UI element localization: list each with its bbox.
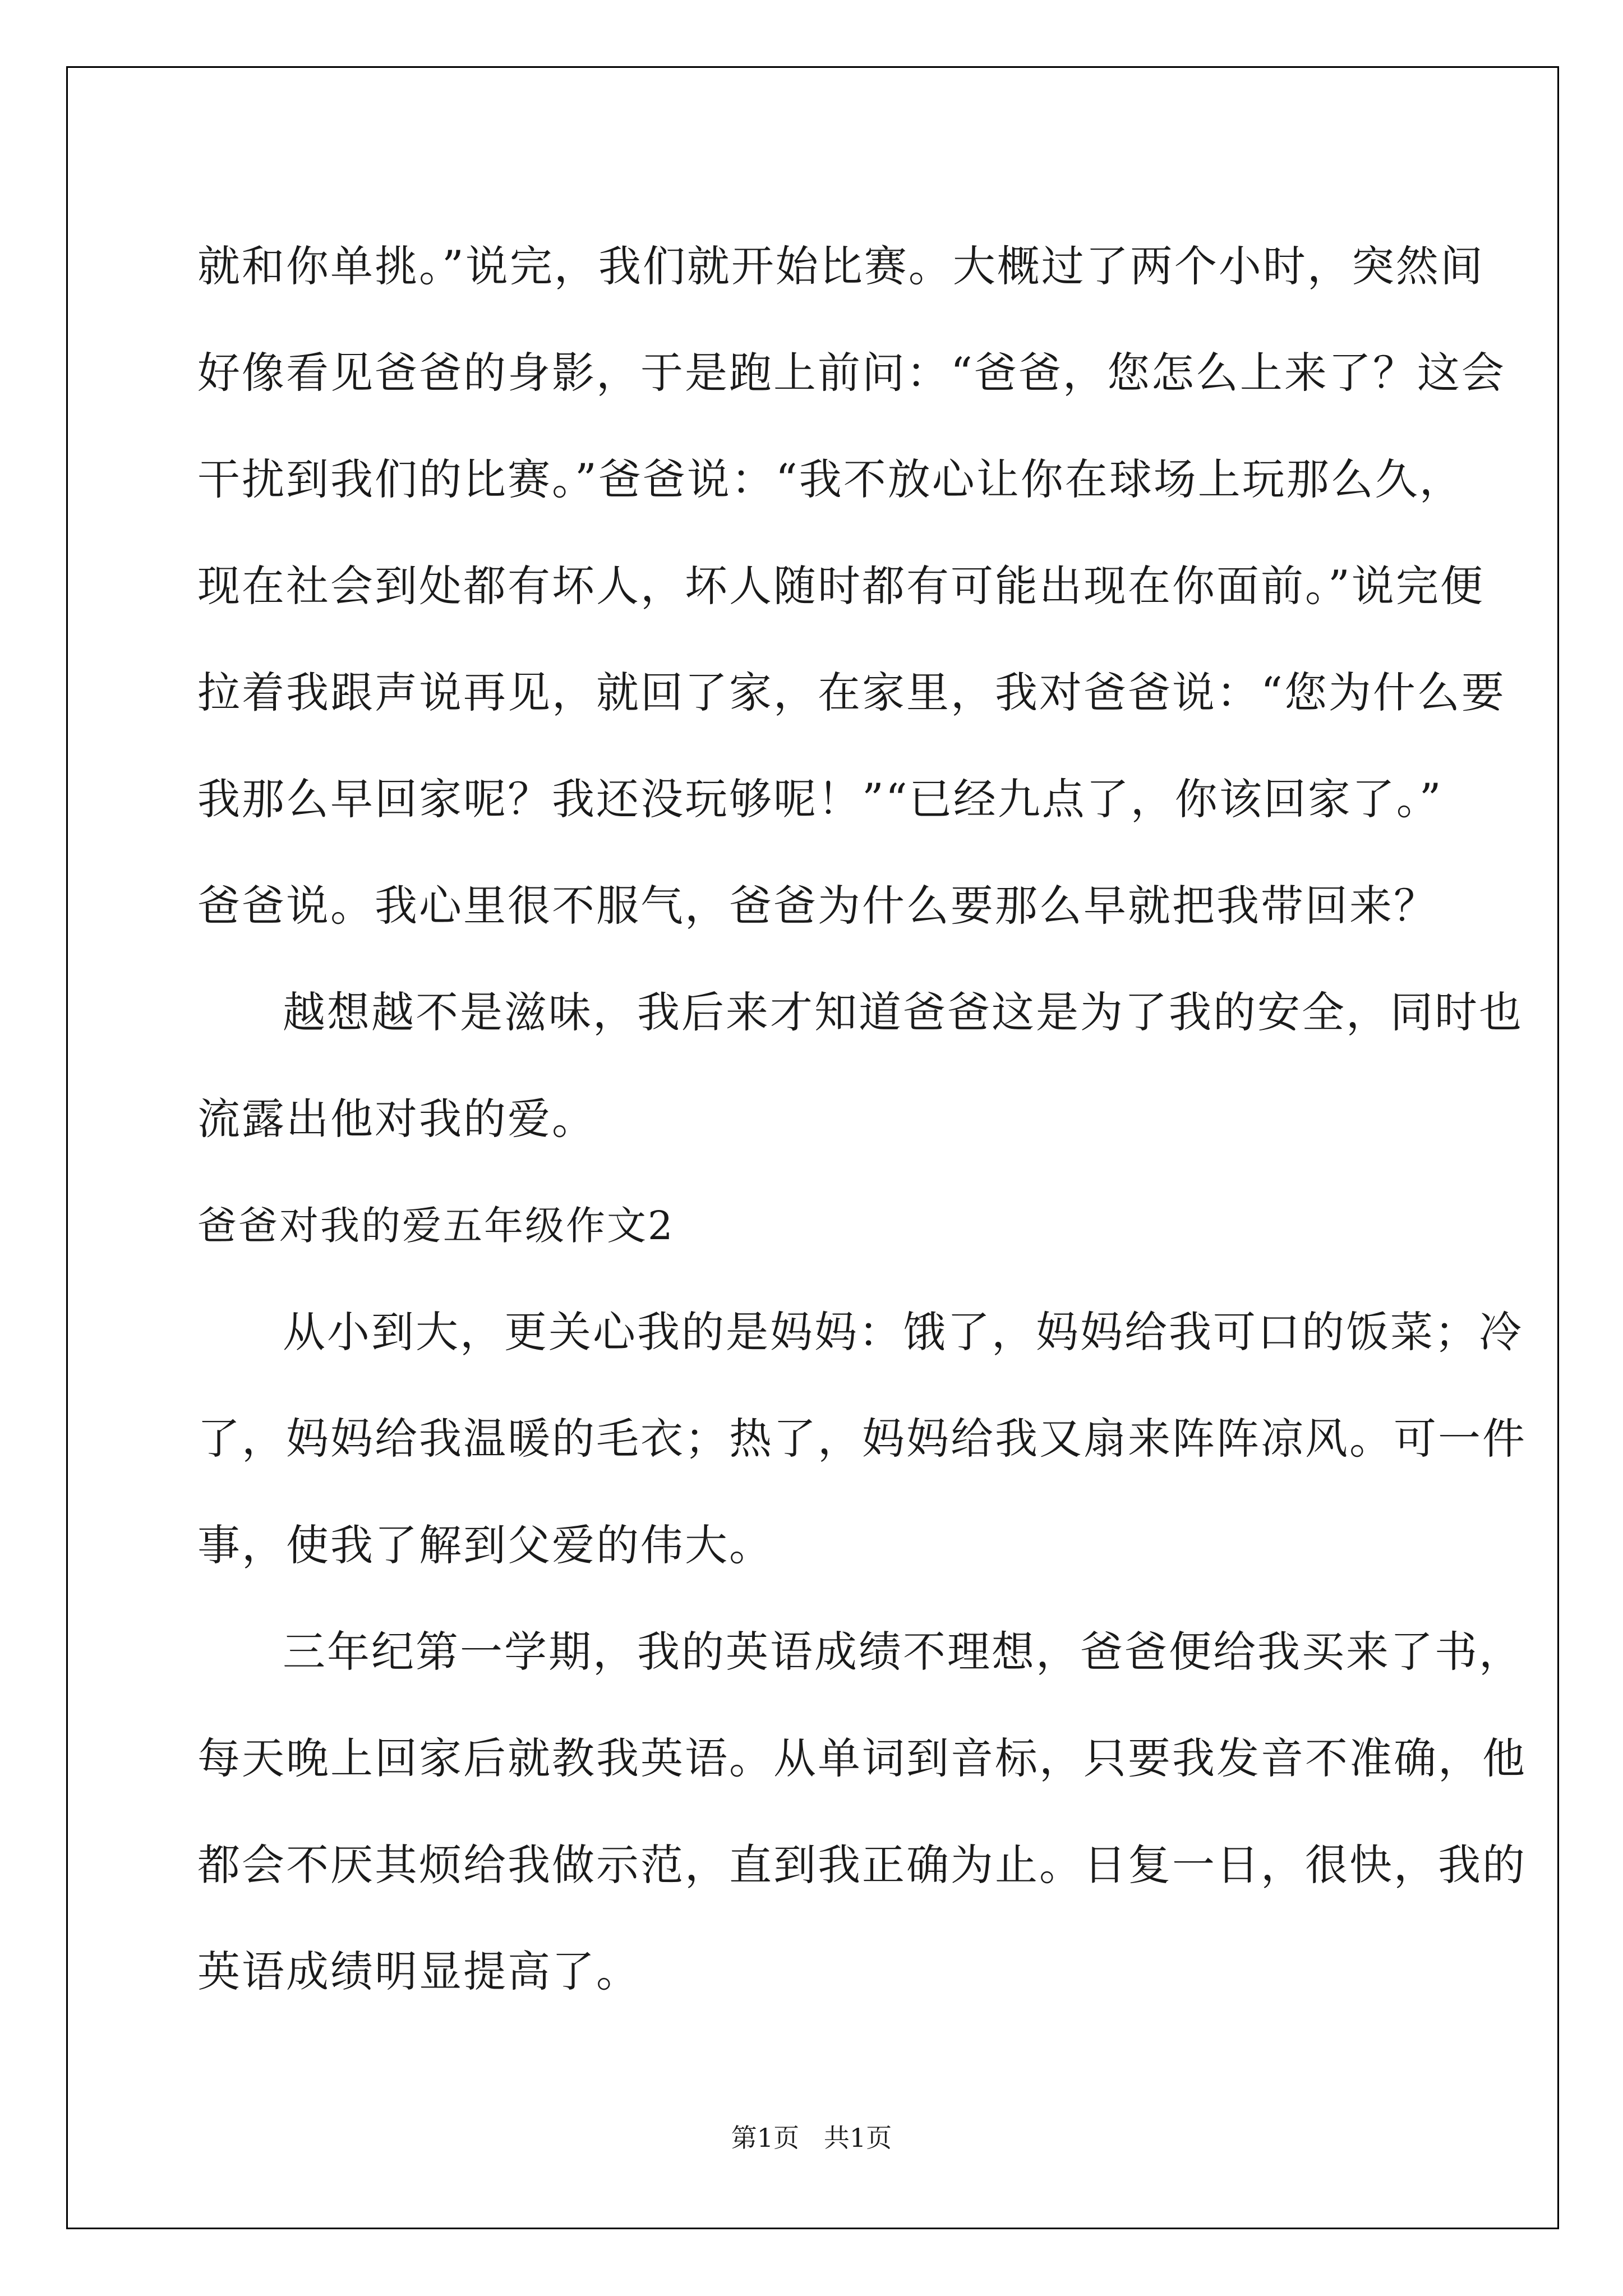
- text-line: 现在社会到处都有坏人，坏人随时都有可能出现在你面前。”说完便: [197, 561, 1484, 611]
- text-line: 流露出他对我的爱。: [197, 1094, 596, 1144]
- text-line: 英语成绩明显提高了。: [197, 1947, 640, 1996]
- text-line: 每天晚上回家后就教我英语。从单词到音标，只要我发音不准确，他: [197, 1733, 1527, 1783]
- text-line: 我那么早回家呢？我还没玩够呢！”“已经九点了，你该回家了。”: [197, 774, 1443, 824]
- text-line: 三年纪第一学期，我的英语成绩不理想，爸爸便给我买来了书，: [283, 1627, 1523, 1677]
- text-line: 干扰到我们的比赛。”爸爸说：“我不放心让你在球场上玩那么久，: [197, 454, 1464, 504]
- text-line: 好像看见爸爸的身影，于是跑上前问：“爸爸，您怎么上来了？这会: [197, 348, 1506, 398]
- text-line: 都会不厌其烦给我做示范，直到我正确为止。日复一日，很快，我的: [197, 1840, 1527, 1890]
- text-line: 事，使我了解到父爱的伟大。: [197, 1520, 773, 1570]
- text-line: 从小到大，更关心我的是妈妈：饿了，妈妈给我可口的饭菜；冷: [283, 1307, 1523, 1357]
- text-line: 爸爸说。我心里很不服气，爸爸为什么要那么早就把我带回来？: [197, 881, 1438, 931]
- text-line: 就和你单挑。”说完，我们就开始比赛。大概过了两个小时，突然间: [197, 241, 1484, 291]
- document-body: [197, 213, 1527, 2025]
- text-line: 了，妈妈给我温暖的毛衣；热了，妈妈给我又扇来阵阵凉风。可一件: [197, 1414, 1527, 1464]
- page-footer: 第1页 共1页: [731, 2123, 892, 2153]
- section-heading: 爸爸对我的爱五年级作文2: [197, 1203, 675, 1249]
- text-line: 越想越不是滋味，我后来才知道爸爸这是为了我的安全，同时也: [283, 987, 1523, 1037]
- text-line: 拉着我跟声说再见，就回了家，在家里，我对爸爸说：“您为什么要: [197, 668, 1506, 717]
